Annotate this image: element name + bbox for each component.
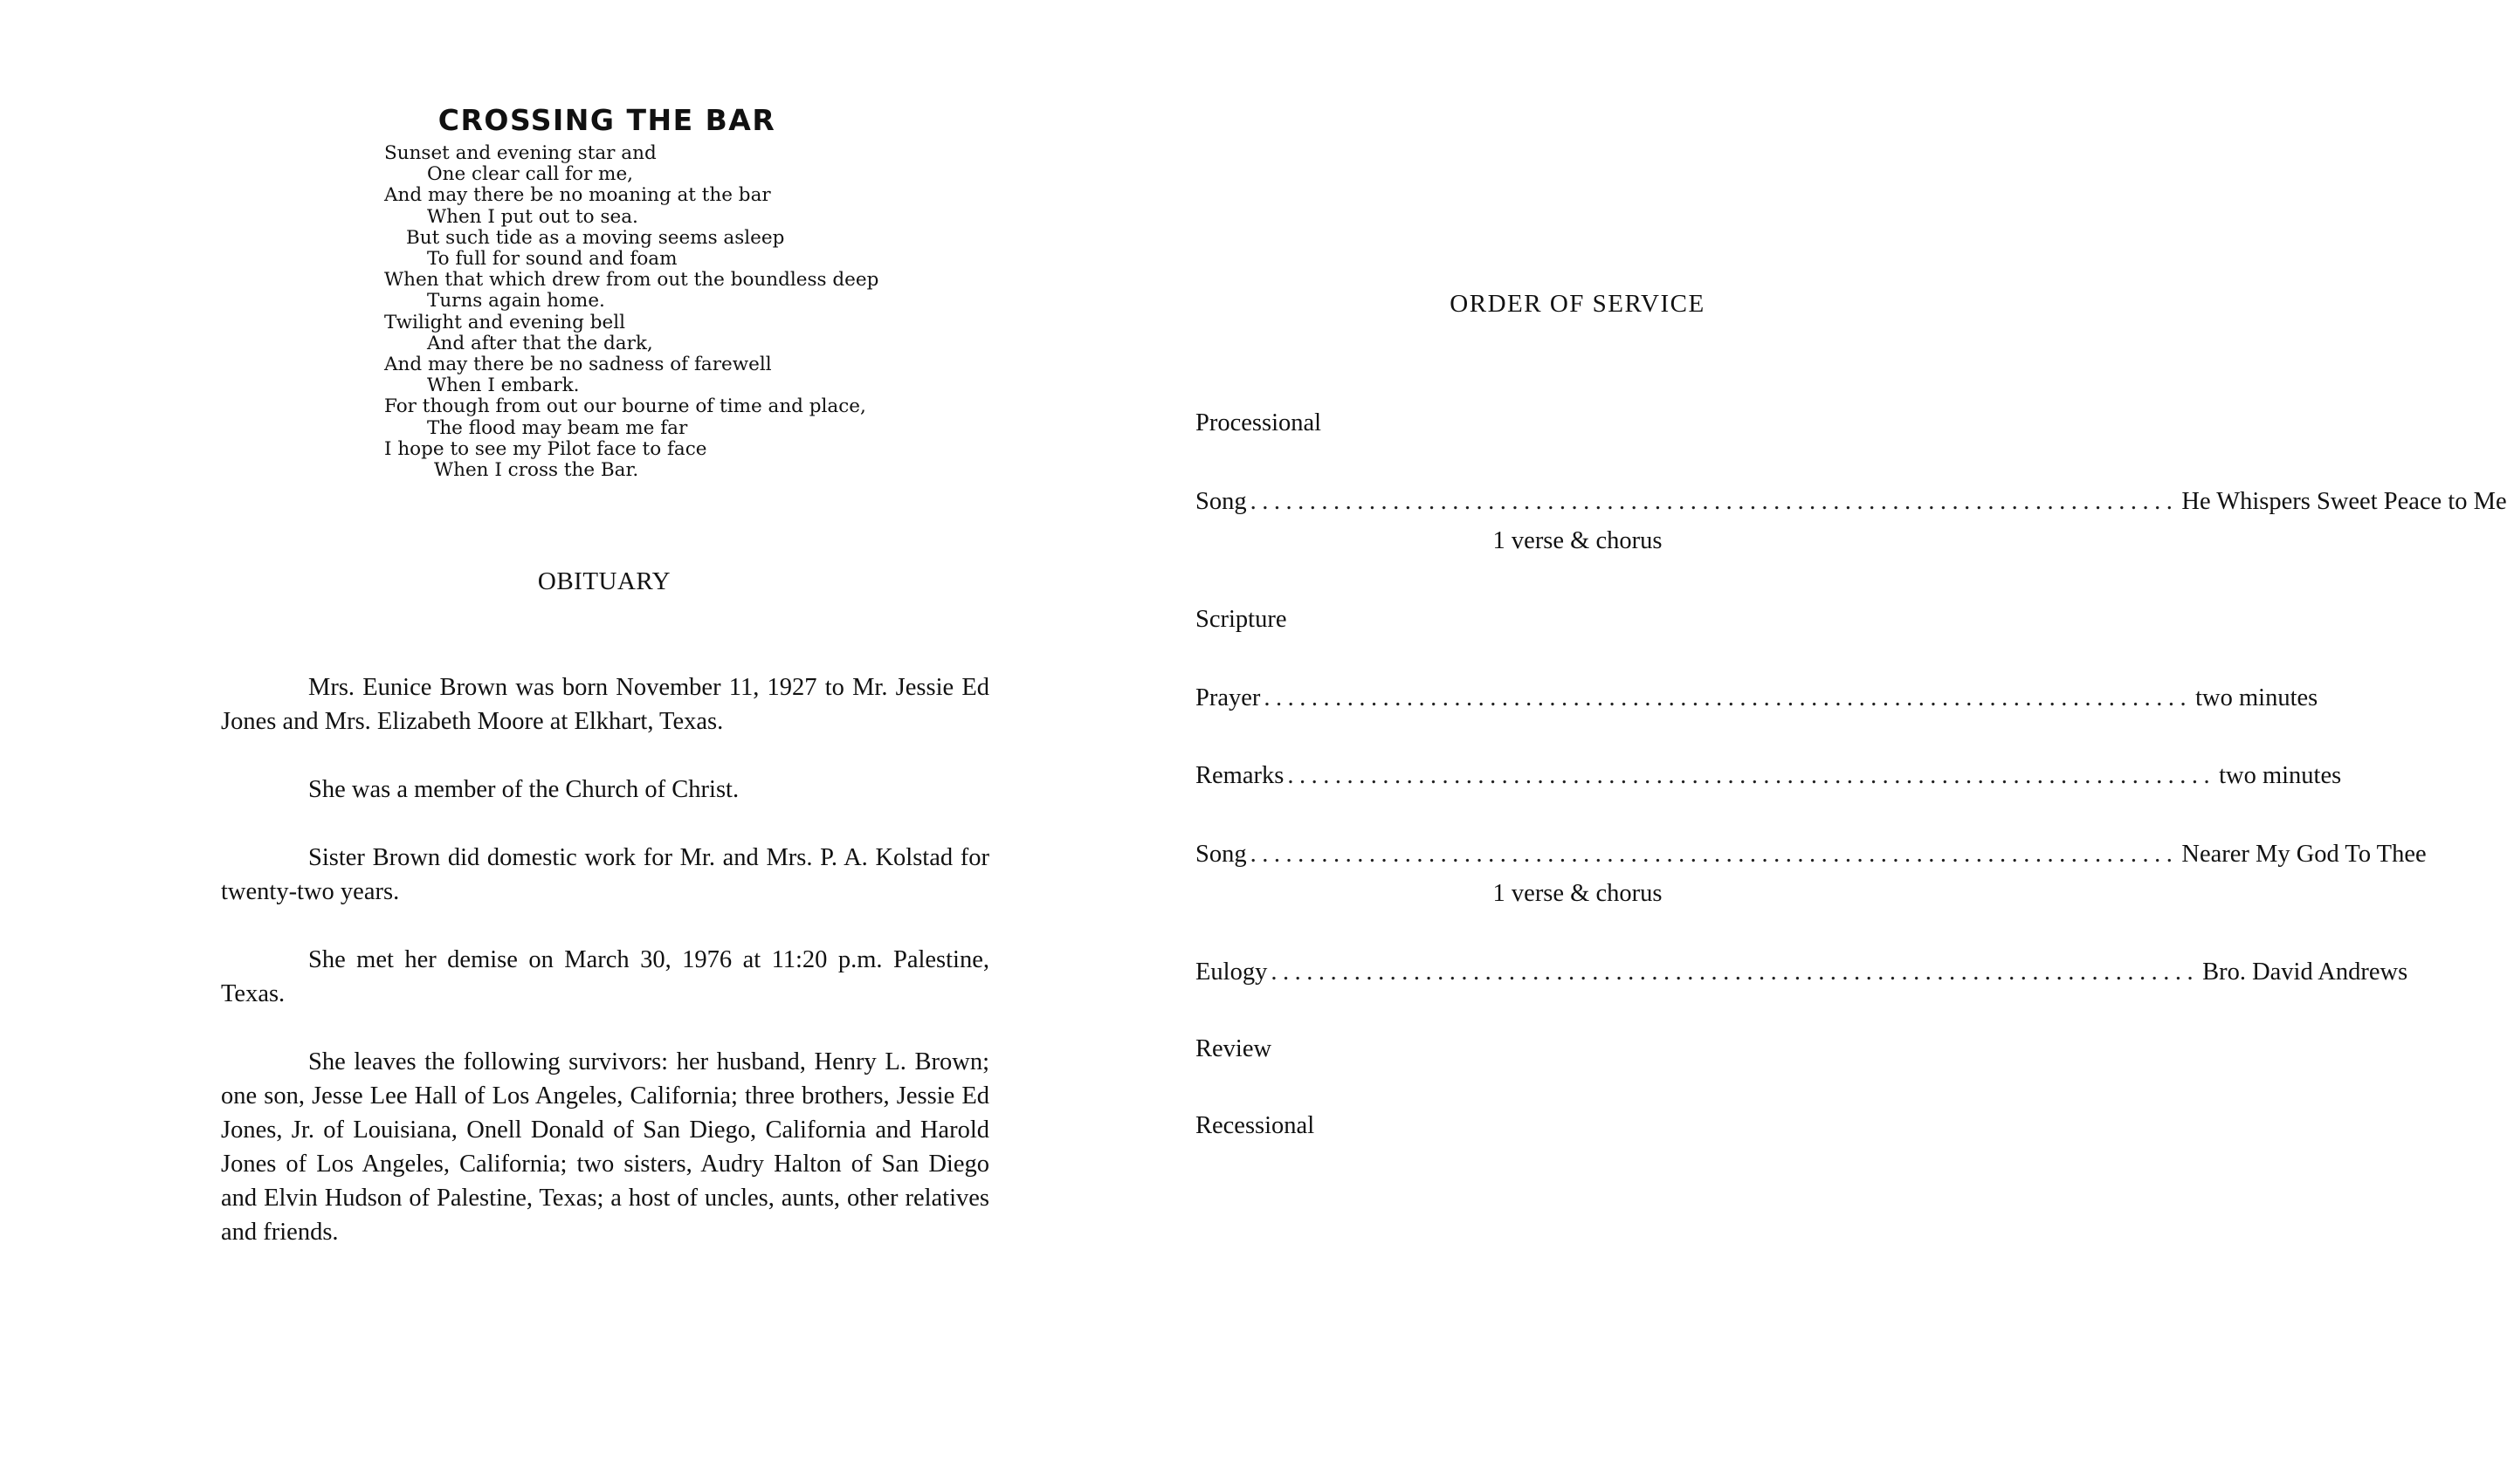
poem-line: Twilight and evening bell — [384, 311, 625, 333]
service-item-label: Recessional — [1195, 1112, 1315, 1139]
poem-line: When I put out to sea. — [427, 205, 638, 228]
poem-line: For though from out our bourne of time and place, — [384, 395, 866, 418]
service-item-recessional — [1195, 1109, 1959, 1144]
poem-line: I hope to see my Pilot face to face — [384, 437, 707, 460]
service-item-review — [1195, 1032, 1959, 1067]
obituary-heading: OBITUARY — [537, 567, 672, 595]
service-item-song-1 — [1195, 484, 2507, 519]
service-item-processional — [1195, 406, 1959, 441]
poem-line: One clear call for me, — [427, 163, 634, 186]
dot-leader: .............................................................................. — [1264, 684, 2193, 711]
poem-line: And may there be no sadness of farewell — [384, 354, 772, 376]
poem — [384, 143, 995, 481]
poem-line: To full for sound and foam — [427, 248, 678, 271]
poem-line: When that which drew from out the boundless deep — [384, 269, 879, 292]
poem-line: But such tide as a moving seems asleep — [406, 226, 785, 249]
service-item-label: Prayer — [1195, 684, 1261, 711]
obituary-body — [221, 670, 989, 1283]
service-item-label: Scripture — [1195, 606, 1287, 633]
poem-line: Turns again home. — [427, 290, 605, 313]
service-item-label: Processional — [1195, 409, 1322, 436]
service-item-label: Eulogy — [1195, 958, 1268, 986]
order-of-service-heading: ORDER OF SERVICE — [1450, 290, 1705, 318]
service-item-song-2 — [1195, 837, 2427, 872]
dot-leader: .............................................................................. — [1250, 488, 2179, 515]
dot-leader: .............................................................................. — [1287, 762, 2216, 789]
service-item-remarks — [1195, 759, 2342, 794]
poem-line: When I embark. — [427, 374, 580, 397]
service-item-note: 1 verse & chorus — [1492, 527, 1663, 554]
dot-leader: .............................................................................. — [1271, 958, 2200, 986]
obituary-paragraph: She was a member of the Church of Christ. — [308, 776, 740, 803]
service-item-label: Song — [1195, 841, 1247, 868]
poem-line: And after that the dark, — [427, 332, 653, 354]
dot-leader: .............................................................................. — [1250, 841, 2179, 868]
service-item-scripture — [1195, 602, 1959, 637]
service-item-prayer — [1195, 681, 2318, 716]
service-item-value: two minutes — [2195, 684, 2318, 711]
service-item-note: 1 verse & chorus — [1492, 880, 1663, 907]
service-item-value: two minutes — [2219, 762, 2342, 789]
service-item-value: He Whispers Sweet Peace to Me — [2181, 488, 2507, 515]
obituary-paragraph: Sister Brown did domestic work for Mr. and Mrs. P. A. Kolstad for twenty-two years. — [221, 844, 989, 905]
obituary-paragraph: Mrs. Eunice Brown was born November 11, 1927 to Mr. Jessie Ed Jones and Mrs. Elizabeth Moore at Elkhart, Texas. — [221, 674, 989, 735]
service-item-value: Bro. David Andrews — [2202, 958, 2408, 986]
obituary-paragraph: She met her demise on March 30, 1976 at 11:20 p.m. Palestine, Texas. — [221, 946, 989, 1007]
poem-line: The flood may beam me far — [427, 416, 688, 439]
poem-line: When I cross the Bar. — [434, 459, 639, 482]
poem-line: Sunset and evening star and — [384, 142, 657, 164]
poem-title: CROSSING THE BAR — [437, 103, 776, 137]
service-item-label: Song — [1195, 488, 1247, 515]
service-item-value: Nearer My God To Thee — [2181, 841, 2427, 868]
service-item-label: Review — [1195, 1035, 1272, 1062]
poem-line: And may there be no moaning at the bar — [384, 184, 771, 207]
service-item-label: Remarks — [1195, 762, 1284, 789]
obituary-paragraph: She leaves the following survivors: her husband, Henry L. Brown; one son, Jesse Lee Hall of Los Angeles, California; three brothers, Jessie Ed Jones, Jr. of Louisiana, Onell Donald of San Diego, California and Harold Jones of Los Angeles, California; two sisters, Audry Halton of San Diego and Elvin Hudson of Palestine, Texas; a host of uncles, aunts, other relatives and friends. — [221, 1048, 989, 1246]
service-item-eulogy — [1195, 955, 2408, 990]
